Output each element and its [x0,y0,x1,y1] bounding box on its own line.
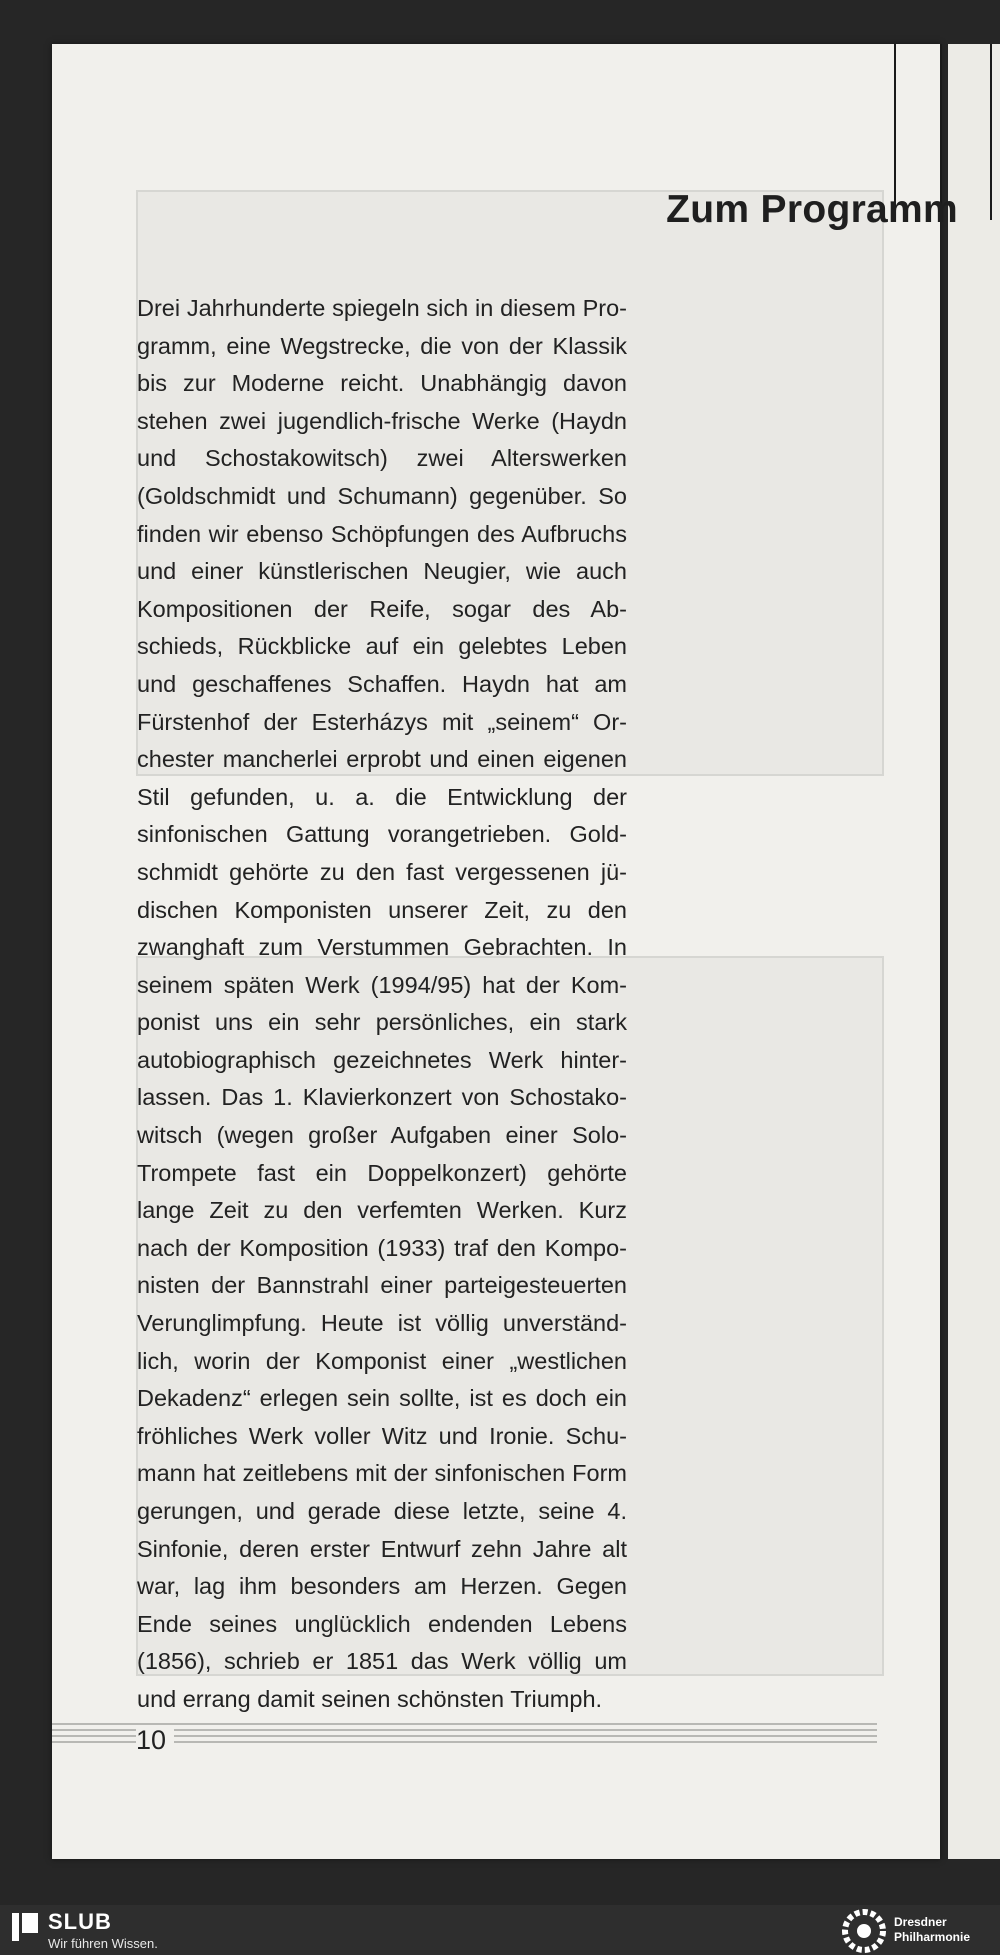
page-number: 10 [136,1725,174,1756]
adjacent-page-edge [948,44,1000,1859]
orchestra-name-line2: Philharmonie [894,1930,971,1944]
orchestra-name [894,1915,970,1945]
orchestra-name-line1: Dresdner [894,1915,947,1929]
library-tagline: Wir führen Wissen. [48,1936,158,1951]
page-title: Zum Programm [666,188,958,231]
slub-logo-icon [12,1913,38,1941]
footer-rules [52,1723,877,1747]
library-name: SLUB [48,1909,112,1934]
viewer-footer-bar [0,1905,1000,1955]
page-edge-line [990,44,992,220]
body-text: Drei Jahrhunderte spiegeln sich in diesem Programm, eine Wegstrecke, die von der Klassik bis zur Moderne reicht. Unabhängig davon stehen zwei jugendlich-frische Werke (Haydn und Schostakowitsch) zwei Alterswerken (Goldschmidt und Schumann) gegenüber. So finden wir ebenso Schöpfungen des Aufbruchs und einer künstlerischen Neugier, wie auch Kompositionen der Reife, sogar des Abschieds, Rückblicke auf ein gelebtes Leben und geschaffenes Schaffen. Haydn hat am Fürstenhof der Esterházys mit „seinem“ Orchester mancherlei erprobt und einen eigenen Stil gefunden, u. a. die Entwicklung der sinfonischen Gattung vorangetrieben. Goldschmidt gehörte zu den fast vergessenen jüdischen Komponisten unserer Zeit, zu den zwanghaft zum Verstummen Gebrachten. In seinem späten Werk (1994/95) hat der Komponist uns ein sehr persönliches, ein stark autobiographisch gezeichnetes Werk hinterlassen. Das 1. Klavierkonzert von Schostakowitsch (wegen großer Aufgaben einer Solo-Trompete fast ein Doppelkonzert) gehörte lange Zeit zu den verfemten Werken. Kurz nach der Komposition (1933) traf den Komponisten der Bannstrahl einer parteigesteuerten Verunglimpfung. Heute ist völlig unverständlich, worin der Komponist einer „westlichen Dekadenz“ erlegen sein sollte, ist es doch ein fröhliches Werk voller Witz und Ironie. Schumann hat zeitlebens mit der sinfonischen Form gerungen, und gerade diese letzte, seine 4. Sinfonie, deren erster Entwurf zehn Jahre alt war, lag ihm besonders am Herzen. Gegen Ende seines unglücklich endenden Lebens (1856), schrieb er 1851 das Werk völlig um und errang damit seinen schönsten Triumph. [137,295,627,1712]
orchestra-logo-icon [842,1909,886,1953]
